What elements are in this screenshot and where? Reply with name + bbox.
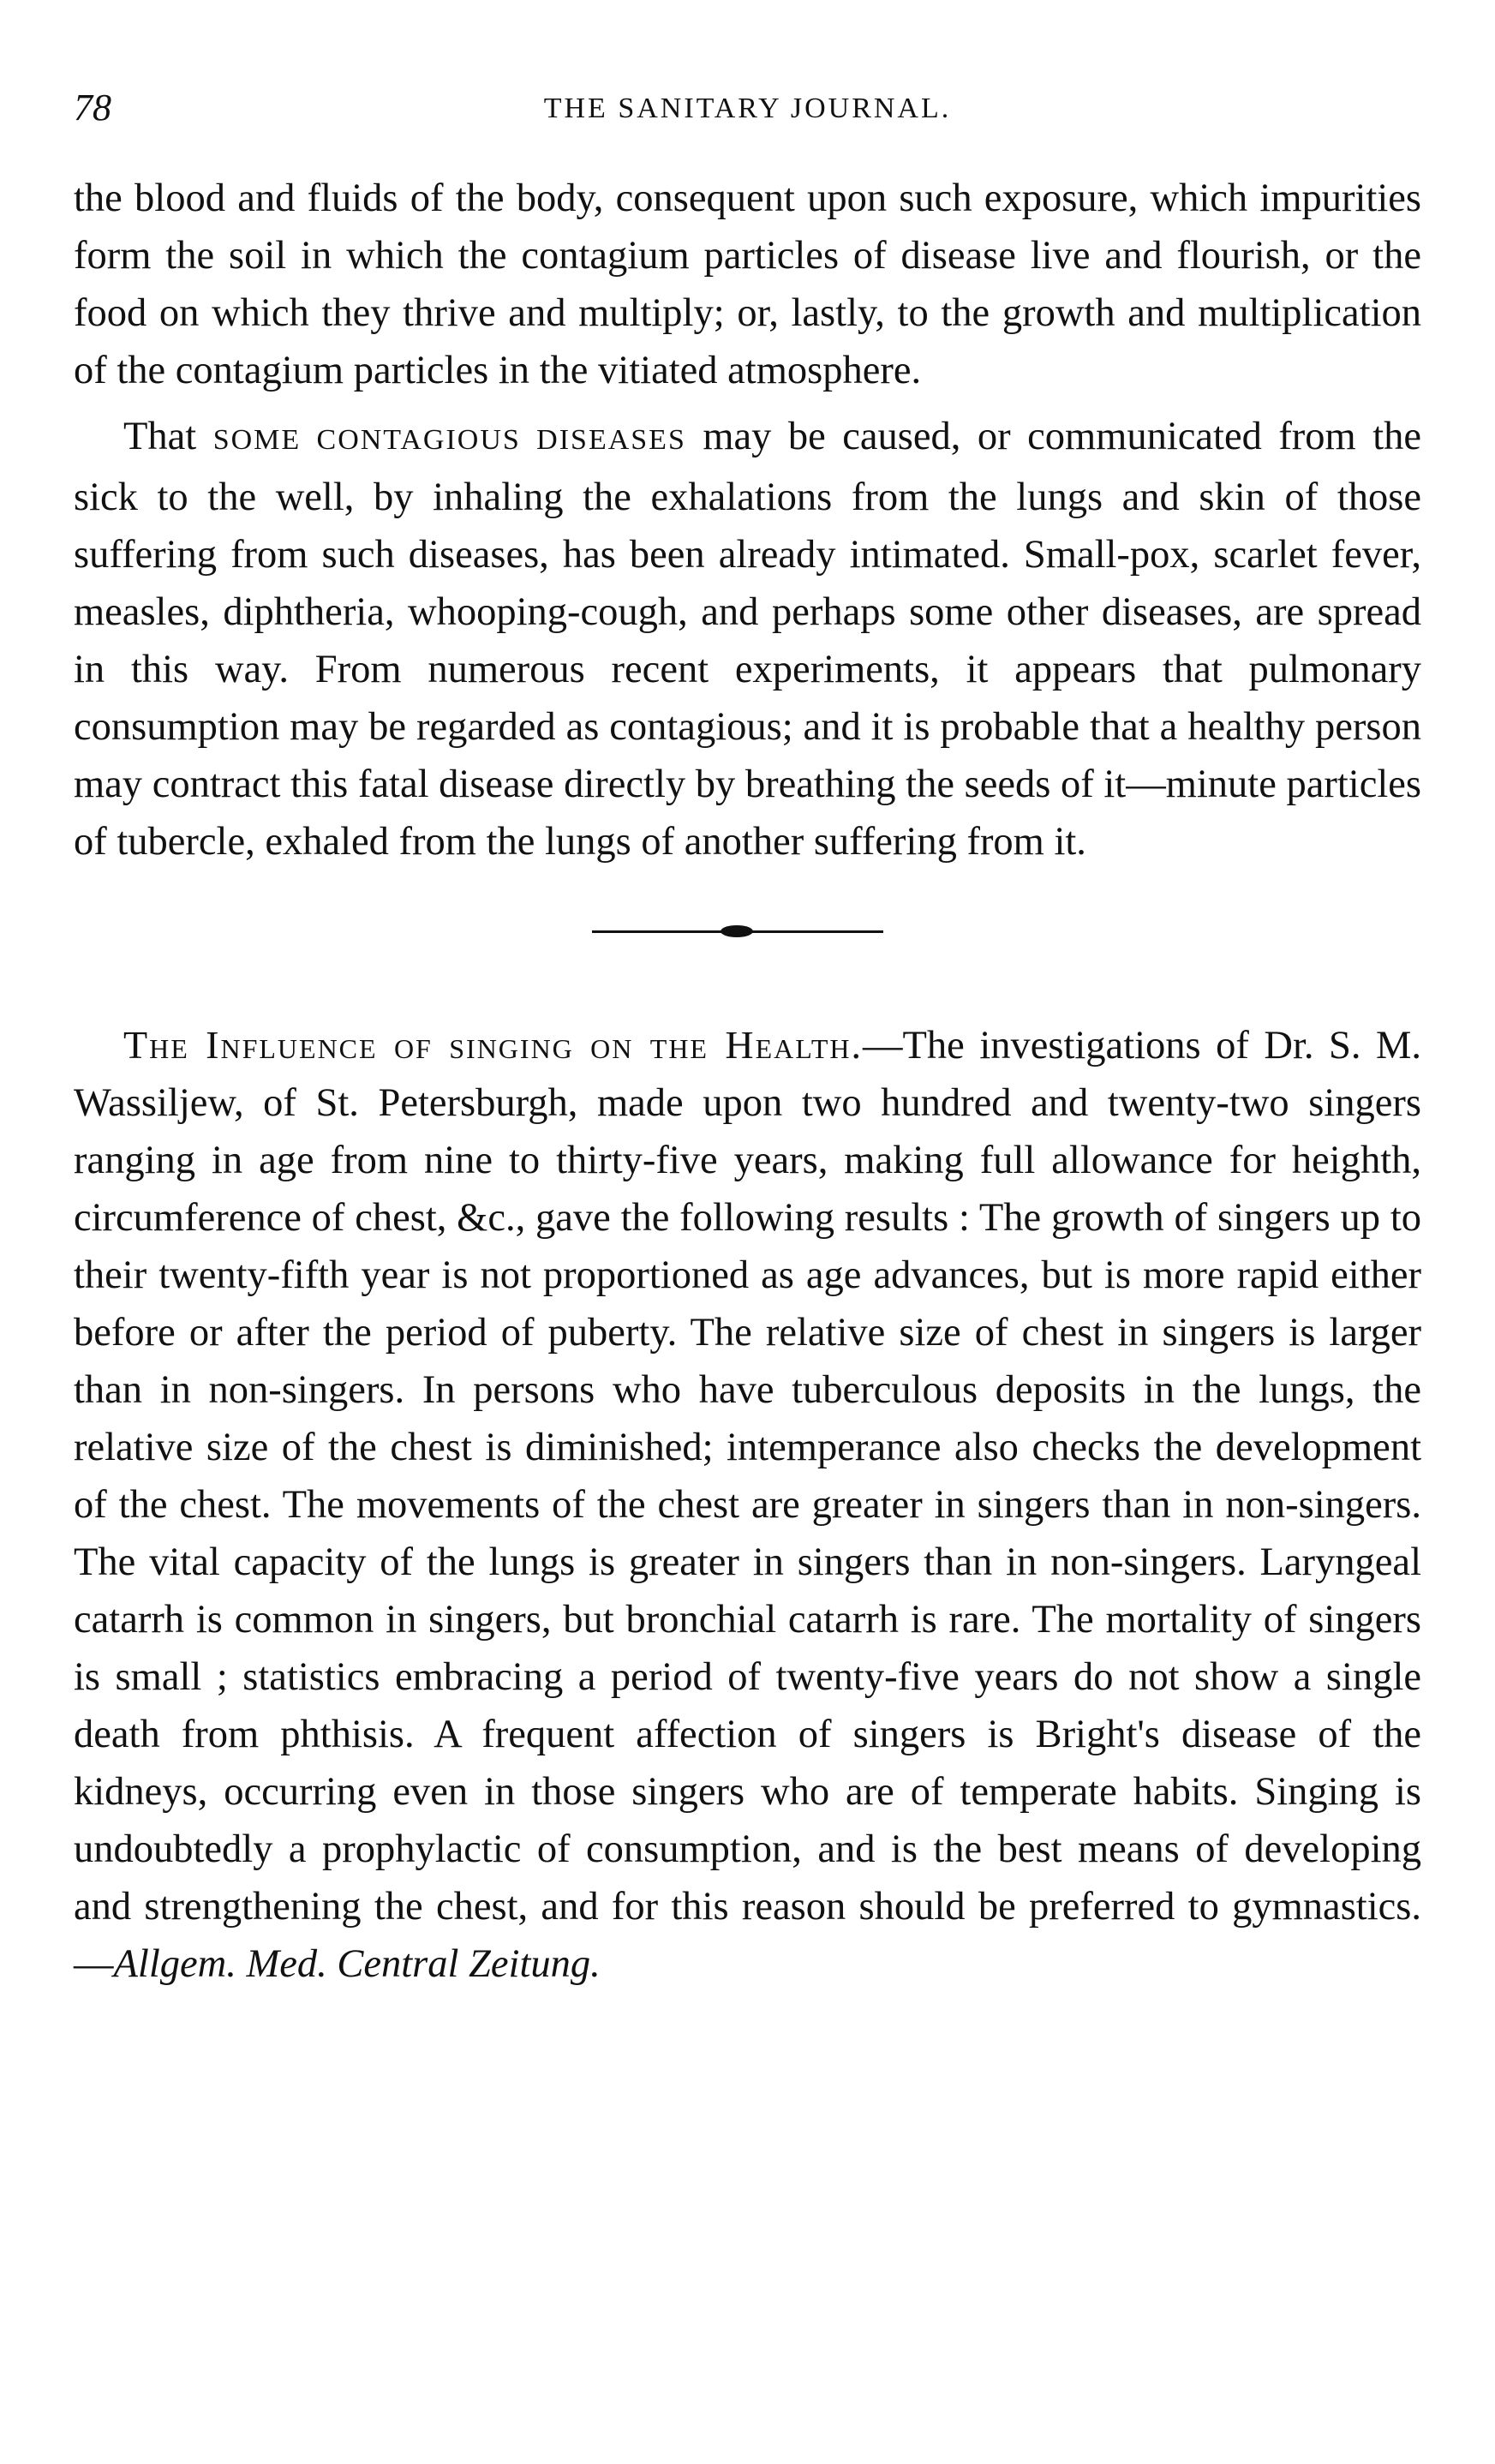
paragraph-body: may be caused, or communicated from the sick to the well, by inhaling the exhalations from the lungs and skin of those suffering from such diseases, has been already intimated. Small-pox, scarlet fever, measles, diphtheria, whooping-cough, and perhaps some other diseases, are spread in this way. From numerous recent experiments, it appears that pulmonary consumption may be regarded as contagious; and it is probable that a healthy person may contract this fatal disease directly by breathing the seeds of it—minute particles of tubercle, exhaled from the lungs of another suffering from it. [74, 415, 1421, 864]
paragraph-body: —The investigations of Dr. S. M. Wassiljew, of St. Petersburgh, made upon two hundred and twenty-two singers ranging in age from nine to thirty-five years, making full allowance for heighth, circumference of chest, &c., gave the following results : The growth of singers up to their twenty-fifth year is not proportioned as age advances, but is more rapid either before or after the period of puberty. The relative size of chest in singers is larger than in non-singers. In persons who have tuberculous deposits in the lungs, the relative size of the chest is diminished; intemperance also checks the development of the chest. The movements of the chest are greater in singers than in non-singers. The vital capacity of the lungs is greater in singers than in non-singers. Laryngeal catarrh is common in singers, but bronchial catarrh is rare. The mortality of singers is small ; statistics embracing a period of twenty-five years do not show a single death from phthisis. A frequent affection of singers is Bright's disease of the kidneys, occurring even in those singers who are of temperate habits. Singing is undoubtedly a prophylactic of consumption, and is the best means of developing and strengthening the chest, and for this reason should be preferred to gymnastics.— [74, 1024, 1421, 1986]
paragraph-singing-health [74, 1016, 1421, 1993]
section-divider [74, 870, 1421, 1016]
running-head: THE SANITARY JOURNAL. [543, 93, 952, 124]
section-heading: The Influence of singing on the Health. [123, 1023, 864, 1067]
page-header [74, 86, 1421, 146]
citation: Allgem. Med. Central Zeitung. [113, 1942, 601, 1986]
small-caps-phrase: SOME CONTAGIOUS DISEASES [212, 424, 686, 456]
paragraph-contagious-diseases [74, 408, 1421, 870]
paragraph-lead: That [123, 415, 197, 458]
document-page [74, 86, 1421, 1993]
divider-ornament [721, 925, 753, 937]
page-number: 78 [74, 87, 111, 129]
paragraph-continuation: the blood and fluids of the body, consequent upon such exposure, which impurities form the soil in which the contagium particles of disease live and flourish, or the food on which they thrive and multiply; or, lastly, to the growth and multiplication of the contagium particles in the vitiated atmosphere. [74, 176, 1421, 392]
